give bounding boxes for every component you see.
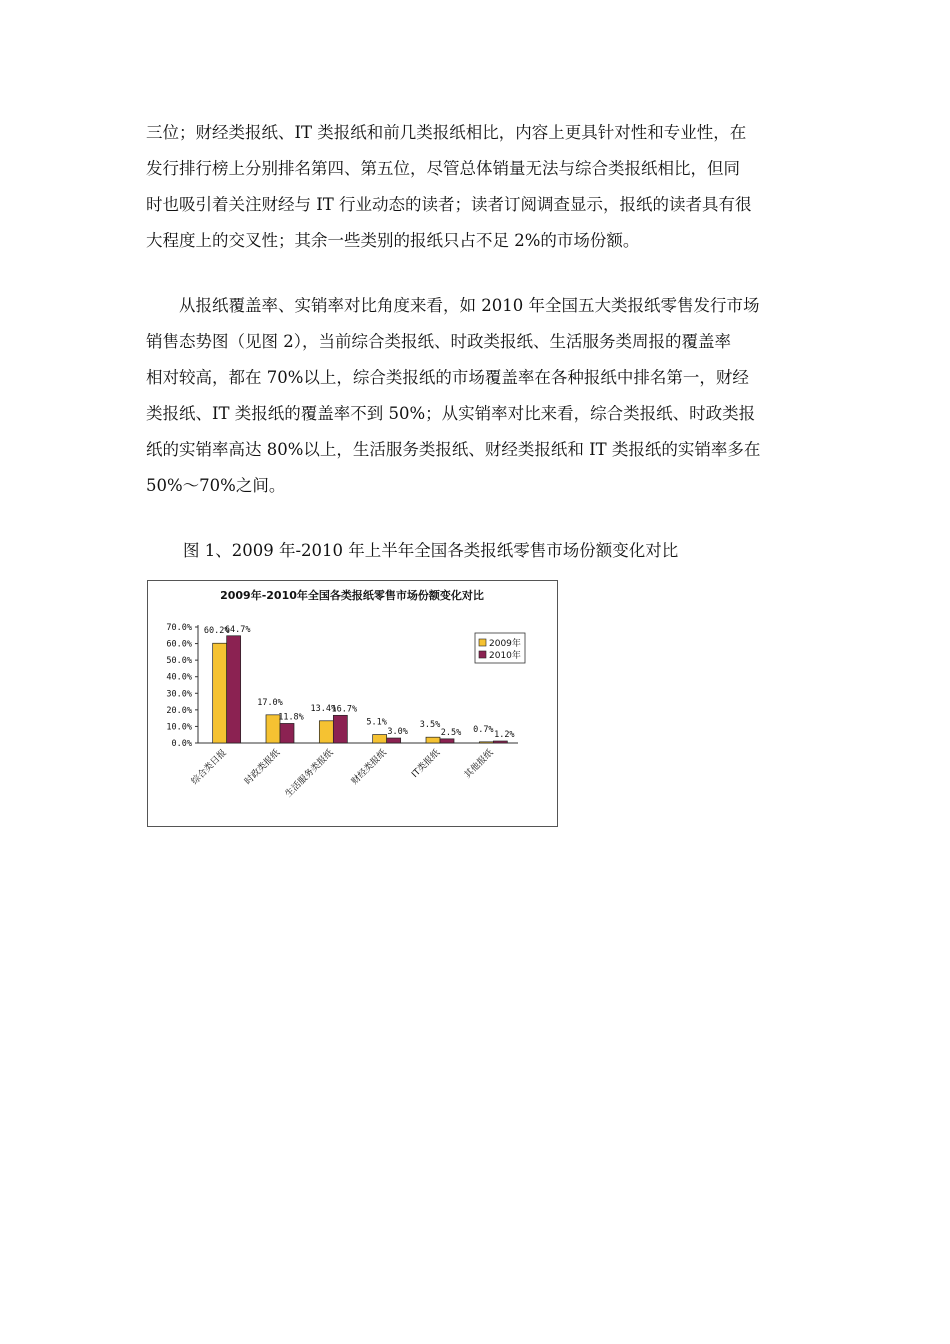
data-label: 5.1% <box>366 717 387 728</box>
data-label: 1.2% <box>494 730 515 741</box>
bar-2010 <box>227 636 241 743</box>
data-label: 0.7% <box>473 724 494 735</box>
chart-title: 2009年-2010年全国各类报纸零售市场份额变化对比 <box>220 589 484 602</box>
data-label: 3.5% <box>419 720 441 731</box>
y-tick-label: 10.0% <box>166 722 192 733</box>
data-label: 2.5% <box>440 727 462 738</box>
bar-2010 <box>387 738 401 743</box>
paragraph-line: 从报纸覆盖率、实销率对比角度来看，如 2010 年全国五大类报纸零售发行市场 <box>179 296 760 315</box>
bar-2009 <box>479 742 493 743</box>
y-tick-label: 30.0% <box>166 689 192 700</box>
bar-2010 <box>280 723 294 743</box>
legend-swatch <box>479 651 486 658</box>
y-tick-label: 50.0% <box>166 656 192 667</box>
paragraph-market-share <box>146 115 808 259</box>
y-tick-label: 0.0% <box>171 739 192 749</box>
figure-caption: 图 1、2009 年-2010 年上半年全国各类报纸零售市场份额变化对比 <box>183 541 679 560</box>
bar-2009 <box>373 735 387 743</box>
legend-label: 2009年 <box>489 639 521 649</box>
data-label: 64.7% <box>224 624 251 635</box>
bar-2010 <box>333 715 347 743</box>
x-tick-label: IT类报纸 <box>410 748 443 780</box>
paragraph-line: 销售态势图（见图 2），当前综合类报纸、时政类报纸、生活服务类周报的覆盖率 <box>146 332 731 351</box>
x-tick-label: 生活服务类报纸 <box>283 748 336 800</box>
x-tick-label: 时政类报纸 <box>243 748 283 787</box>
paragraph-line: 三位；财经类报纸、IT 类报纸和前几类报纸相比，内容上更具针对性和专业性，在 <box>146 123 747 142</box>
x-tick-label: 综合类日报 <box>189 748 229 787</box>
y-tick-label: 20.0% <box>166 705 192 716</box>
data-label: 17.0% <box>257 697 283 708</box>
data-label: 13.4% <box>310 703 337 714</box>
paragraph-line: 时也吸引着关注财经与 IT 行业动态的读者；读者订阅调查显示，报纸的读者具有很 <box>146 195 752 214</box>
bar-2010 <box>493 741 507 743</box>
legend-label: 2010年 <box>489 651 521 661</box>
bar-chart <box>147 580 558 827</box>
paragraph-line: 类报纸、IT 类报纸的覆盖率不到 50%；从实销率对比来看，综合类报纸、时政类报 <box>146 404 756 423</box>
bar-2009 <box>213 643 227 743</box>
paragraph-line: 相对较高，都在 70%以上，综合类报纸的市场覆盖率在各种报纸中排名第一，财经 <box>146 368 749 387</box>
paragraph-line: 纸的实销率高达 80%以上，生活服务类报纸、财经类报纸和 IT 类报纸的实销率多在 <box>146 440 761 459</box>
x-tick-label: 其他报纸 <box>462 748 496 781</box>
x-tick-label: 财经类报纸 <box>349 748 389 787</box>
y-tick-label: 40.0% <box>166 672 192 683</box>
paragraph-line: 发行排行榜上分别排名第四、第五位，尽管总体销量无法与综合类报纸相比，但同 <box>146 159 740 178</box>
data-label: 16.7% <box>331 704 358 715</box>
bar-2009 <box>426 737 440 743</box>
paragraph-line: 50%～70%之间。 <box>146 476 286 495</box>
chart-canvas <box>148 581 557 826</box>
bar-2010 <box>440 739 454 743</box>
data-label: 11.8% <box>278 712 304 723</box>
data-label: 3.0% <box>387 727 408 738</box>
paragraph-coverage-rate <box>146 288 808 504</box>
legend-swatch <box>479 639 486 646</box>
paragraph-line: 大程度上的交叉性；其余一些类别的报纸只占不足 2%的市场份额。 <box>146 231 640 250</box>
bar-2009 <box>319 721 333 743</box>
data-label: 60.2% <box>203 626 230 637</box>
y-tick-label: 60.0% <box>166 639 192 650</box>
y-tick-label: 70.0% <box>166 623 192 633</box>
